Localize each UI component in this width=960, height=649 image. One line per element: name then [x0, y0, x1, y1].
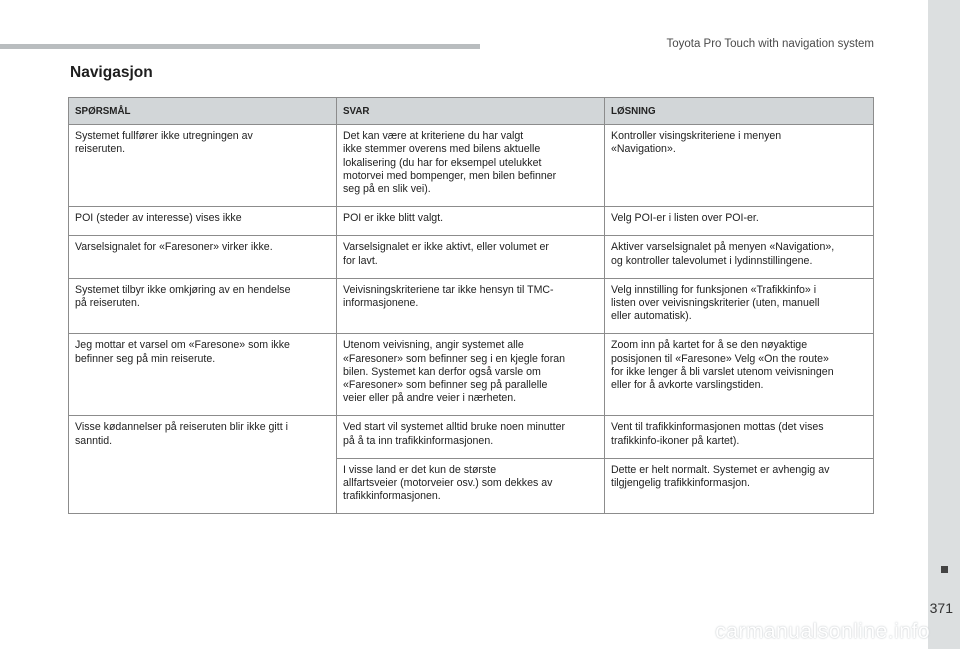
running-header: Toyota Pro Touch with navigation system: [666, 38, 874, 50]
cell-answer: Ved start vil systemet alltid bruke noen minutter på å ta inn trafikkinformasjonen.: [337, 416, 605, 458]
cell-solution: Velg innstilling for funksjonen «Trafikkinfo» i listen over veivisningskriterier (uten, manuell eller automatisk).: [605, 278, 874, 334]
column-header-question: SPØRSMÅL: [69, 98, 337, 125]
section-title: Navigasjon: [70, 64, 153, 81]
side-strip: [928, 0, 960, 649]
table-row: [69, 236, 874, 278]
page-number: 371: [929, 600, 953, 616]
cell-solution: Aktiver varselsignalet på menyen «Navigation», og kontroller talevolumet i lydinnstillingene.: [605, 236, 874, 278]
header-rule: [0, 44, 480, 49]
watermark: carmanualsonline.info: [715, 620, 930, 643]
cell-answer: Utenom veivisning, angir systemet alle «Faresoner» som befinner seg i en kjegle foran bilen. Systemet kan derfor også varsle om «Faresoner» som befinner seg på parallelle veier eller på andre veier i nærheten.: [337, 334, 605, 416]
column-header-solution: LØSNING: [605, 98, 874, 125]
cell-question: Varselsignalet for «Faresoner» virker ikke.: [69, 236, 337, 278]
troubleshooting-table: [68, 97, 874, 514]
table-row: [69, 125, 874, 207]
cell-solution: Zoom inn på kartet for å se den nøyaktige posisjonen til «Faresone» Velg «On the route» for ikke lenger å bli varslet utenom veivisningen eller for å avkorte varslingstiden.: [605, 334, 874, 416]
cell-question: Systemet tilbyr ikke omkjøring av en hendelse på reiseruten.: [69, 278, 337, 334]
table-row: [69, 334, 874, 416]
cell-question: POI (steder av interesse) vises ikke: [69, 207, 337, 236]
table-row: [69, 207, 874, 236]
column-header-answer: SVAR: [337, 98, 605, 125]
cell-answer: POI er ikke blitt valgt.: [337, 207, 605, 236]
cell-question: Systemet fullfører ikke utregningen av reiseruten.: [69, 125, 337, 207]
cell-answer: Veivisningskriteriene tar ikke hensyn til TMC- informasjonene.: [337, 278, 605, 334]
cell-answer: Det kan være at kriteriene du har valgt ikke stemmer overens med bilens aktuelle lokalisering (du har for eksempel utelukket motorvei med bompenger, men bilen befinner seg på en slik vei).: [337, 125, 605, 207]
cell-answer: I visse land er det kun de største allfartsveier (motorveier osv.) som dekkes av trafikkinformasjonen.: [337, 458, 605, 514]
cell-question: Visse kødannelser på reiseruten blir ikke gitt i sanntid.: [69, 416, 337, 514]
cell-answer: Varselsignalet er ikke aktivt, eller volumet er for lavt.: [337, 236, 605, 278]
table-row: [69, 278, 874, 334]
page-marker: [941, 566, 948, 573]
cell-solution: Kontroller visingskriteriene i menyen «Navigation».: [605, 125, 874, 207]
table-header-row: [69, 98, 874, 125]
table-row: [69, 416, 874, 458]
cell-question: Jeg mottar et varsel om «Faresone» som ikke befinner seg på min reiserute.: [69, 334, 337, 416]
cell-solution: Vent til trafikkinformasjonen mottas (det vises trafikkinfo-ikoner på kartet).: [605, 416, 874, 458]
cell-solution: Velg POI-er i listen over POI-er.: [605, 207, 874, 236]
cell-solution: Dette er helt normalt. Systemet er avhengig av tilgjengelig trafikkinformasjon.: [605, 458, 874, 514]
